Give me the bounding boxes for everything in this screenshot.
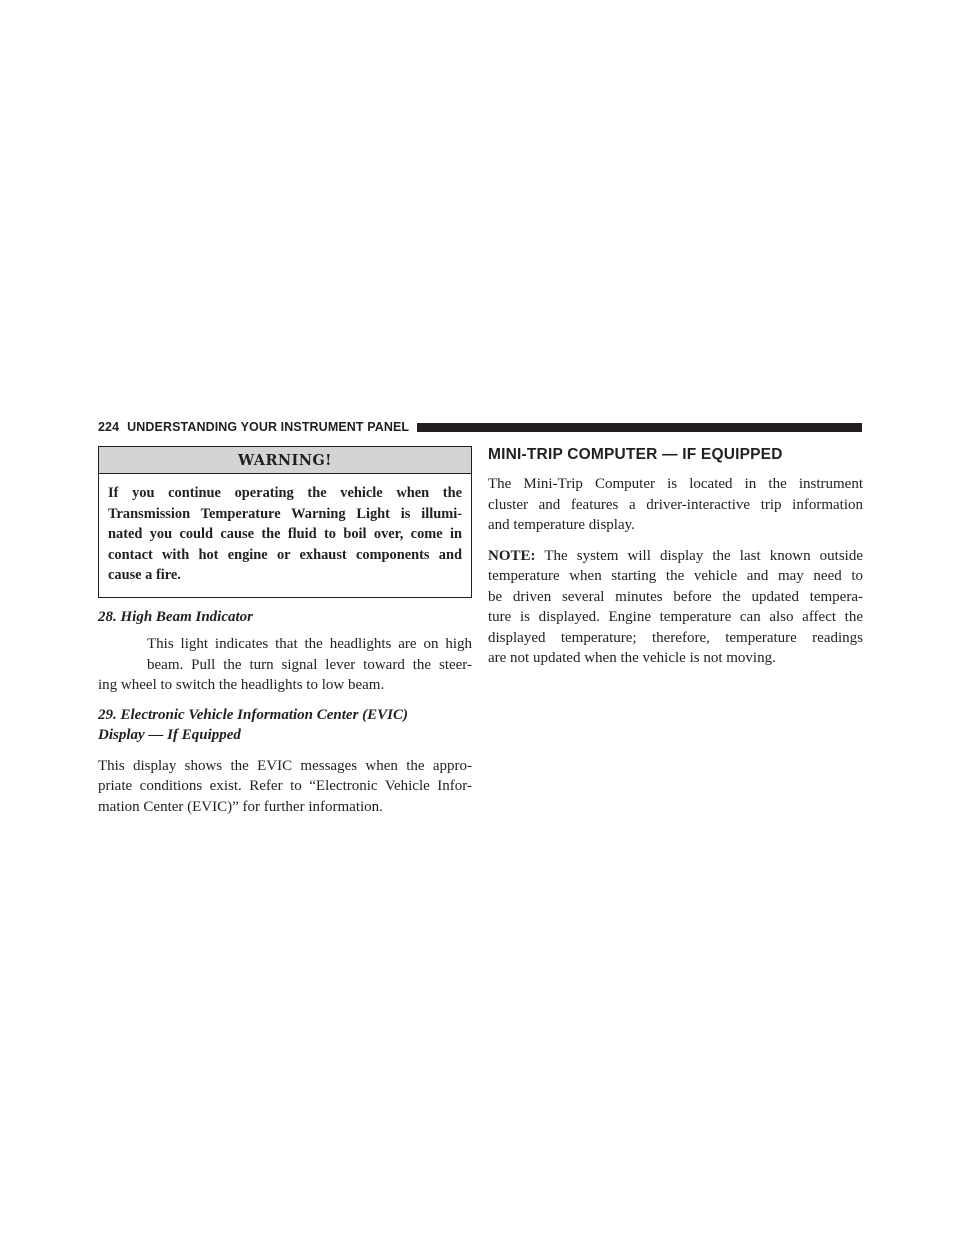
paragraph-line: This display shows the EVIC messages when the appro- xyxy=(98,757,472,774)
warning-line: Transmission Temperature Warning Light is illumi- xyxy=(108,505,462,522)
paragraph-line: temperature when starting the vehicle and may need to xyxy=(488,568,863,584)
note-first-line xyxy=(488,546,863,567)
warning-line: cause a fire. xyxy=(108,567,181,583)
warning-line: contact with hot engine or exhaust components and xyxy=(108,546,462,563)
paragraph-line: beam. Pull the turn signal lever toward the steer- xyxy=(147,656,472,673)
mini-trip-note xyxy=(488,546,863,669)
page-header xyxy=(98,419,862,435)
paragraph-line: ing wheel to switch the headlights to low beam. xyxy=(98,677,385,693)
high-beam-heading: 28. High Beam Indicator xyxy=(98,608,254,625)
paragraph-line: displayed temperature; therefore, temperature readings xyxy=(488,629,863,646)
high-beam-paragraph xyxy=(98,634,472,696)
evic-heading xyxy=(98,705,472,746)
paragraph-line: cluster and features a driver-interactive trip information xyxy=(488,496,863,513)
warning-box xyxy=(98,446,472,598)
warning-line: nated you could cause the fluid to boil over, come in xyxy=(108,526,462,542)
paragraph-line: This light indicates that the headlights are on high xyxy=(147,636,472,652)
evic-heading-line: 29. Electronic Vehicle Information Center (EVIC) xyxy=(98,706,409,723)
warning-text xyxy=(99,474,471,597)
paragraph-line: priate conditions exist. Refer to “Electronic Vehicle Infor- xyxy=(98,778,472,794)
warning-title: WARNING! xyxy=(99,447,471,474)
paragraph-line: The Mini-Trip Computer is located in the instrument xyxy=(488,476,863,492)
paragraph-line: are not updated when the vehicle is not moving. xyxy=(488,650,776,666)
evic-heading-line: Display — If Equipped xyxy=(98,727,241,743)
paragraph-line: mation Center (EVIC)” for further information. xyxy=(98,798,383,815)
note-label: NOTE: xyxy=(488,547,536,564)
header-rule xyxy=(417,423,862,432)
section-title: UNDERSTANDING YOUR INSTRUMENT PANEL xyxy=(127,420,410,434)
page-number: 224 xyxy=(98,420,120,434)
right-column xyxy=(488,446,863,669)
mini-trip-intro xyxy=(488,474,863,536)
evic-paragraph xyxy=(98,756,472,818)
warning-line: If you continue operating the vehicle when the xyxy=(108,485,462,501)
paragraph-line: ture is displayed. Engine temperature can also affect the xyxy=(488,609,863,625)
paragraph-line: be driven several minutes before the updated tempera- xyxy=(488,588,863,605)
mini-trip-heading: MINI-TRIP COMPUTER — IF EQUIPPED xyxy=(488,446,783,463)
left-column xyxy=(98,446,472,817)
note-text: The system will display the last known outside xyxy=(535,547,863,564)
paragraph-line: and temperature display. xyxy=(488,517,635,533)
